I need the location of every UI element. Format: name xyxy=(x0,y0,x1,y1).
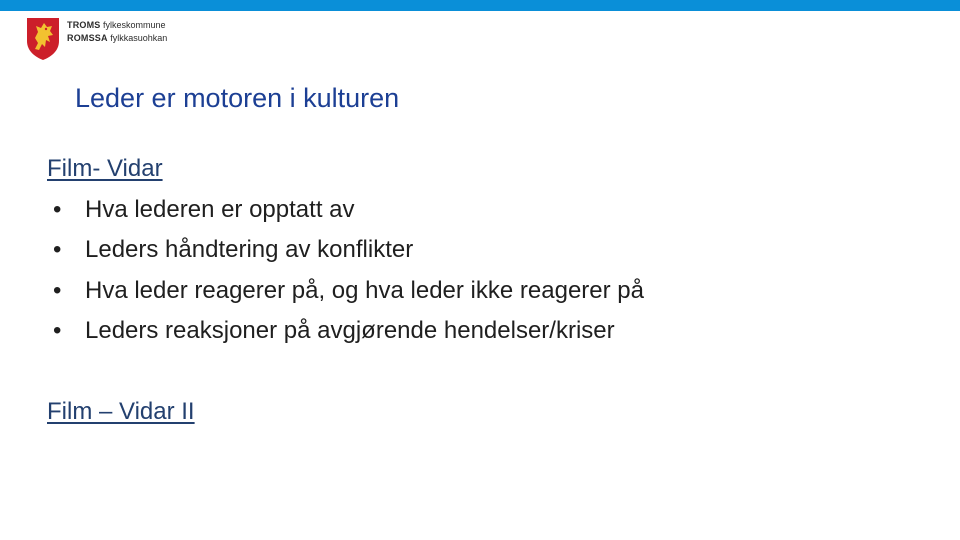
bullet-icon: • xyxy=(53,276,62,304)
bullet-text: Leders håndtering av konflikter xyxy=(85,236,414,263)
organization-name-troms: TROMS xyxy=(67,20,101,30)
bullet-item xyxy=(47,271,927,312)
slide-body xyxy=(47,149,927,433)
organization-name-fylkkasuohkan: fylkkasuohkan xyxy=(110,33,168,43)
bullet-icon: • xyxy=(53,317,62,344)
organization-name-line1 xyxy=(67,19,167,32)
county-crest-icon xyxy=(26,17,60,61)
organization-name-line2 xyxy=(67,32,167,45)
bullet-text: Hva leder reagerer på, og hva leder ikke reagerer på xyxy=(85,276,644,304)
bullet-item xyxy=(47,311,927,352)
bullet-item xyxy=(47,190,927,231)
bullet-text: Leders reaksjoner på avgjørende hendelser/kriser xyxy=(85,317,615,344)
organization-logo xyxy=(26,17,167,61)
top-accent-bar xyxy=(0,0,960,11)
slide-title: Leder er motoren i kulturen xyxy=(75,83,400,113)
organization-name-romssa: ROMSSA xyxy=(67,33,108,43)
film-vidar-link[interactable]: Film- Vidar xyxy=(47,155,163,182)
bullet-list xyxy=(47,190,927,352)
bullet-icon: • xyxy=(53,195,62,223)
organization-name xyxy=(67,19,167,45)
bullet-item xyxy=(47,230,927,271)
film-vidar-ii-link[interactable]: Film – Vidar II xyxy=(47,398,195,425)
body-spacer xyxy=(47,352,927,393)
organization-name-fylkeskommune: fylkeskommune xyxy=(103,20,166,30)
bullet-icon: • xyxy=(53,236,62,263)
bullet-text: Hva lederen er opptatt av xyxy=(85,195,355,223)
